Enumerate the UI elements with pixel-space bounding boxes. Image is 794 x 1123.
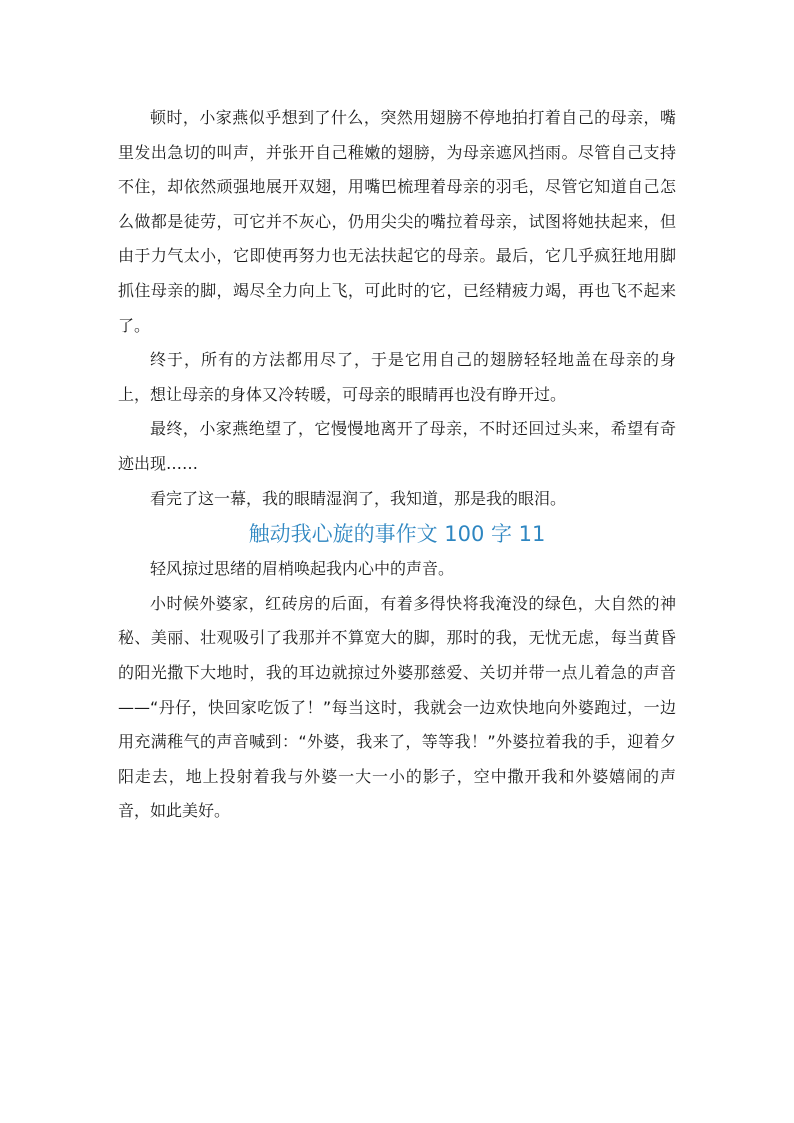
document-body — [118, 101, 676, 829]
section-heading: 触动我心旋的事作文 100 字 11 — [248, 522, 546, 547]
paragraph: 终于，所有的方法都用尽了，于是它用自己的翅膀轻轻地盖在母亲的身上，想让母亲的身体又冷转暖，可母亲的眼睛再也没有睁开过。 — [118, 350, 676, 404]
paragraph: 小时候外婆家，红砖房的后面，有着多得快将我淹没的绿色，大自然的神秘、美丽、壮观吸引了我那并不算宽大的脚，那时的我，无忧无虑，每当黄昏的阳光撒下大地时，我的耳边就掠过外婆那慈爱、关切并带一点儿着急的声音——“丹仔，快回家吃饭了！”每当这时，我就会一边欢快地向外婆跑过，一边用充满稚气的声音喊到：“外婆，我来了，等等我！”外婆拉着我的手，迎着夕阳走去，地上投射着我与外婆一大一小的影子，空中撒开我和外婆嬉闹的声音，如此美好。 — [118, 593, 676, 821]
paragraph: 最终，小家燕绝望了，它慢慢地离开了母亲，不时还回过头来，希望有奇迹出现…… — [118, 419, 676, 473]
paragraph: 轻风掠过思绪的眉梢唤起我内心中的声音。 — [150, 559, 455, 579]
paragraph: 看完了这一幕，我的眼睛湿润了，我知道，那是我的眼泪。 — [150, 488, 567, 508]
paragraph: 顿时，小家燕似乎想到了什么，突然用翅膀不停地拍打着自己的母亲，嘴里发出急切的叫声，并张开自己稚嫩的翅膀，为母亲遮风挡雨。尽管自己支持不住，却依然顽强地展开双翅，用嘴巴梳理着母亲的羽毛，尽管它知道自己怎么做都是徒劳，可它并不灰心，仍用尖尖的嘴拉着母亲，试图将她扶起来，但由于力气太小，它即使再努力也无法扶起它的母亲。最后，它几乎疯狂地用脚抓住母亲的脚，竭尽全力向上飞，可此时的它，已经精疲力竭，再也飞不起来了。 — [118, 108, 676, 335]
